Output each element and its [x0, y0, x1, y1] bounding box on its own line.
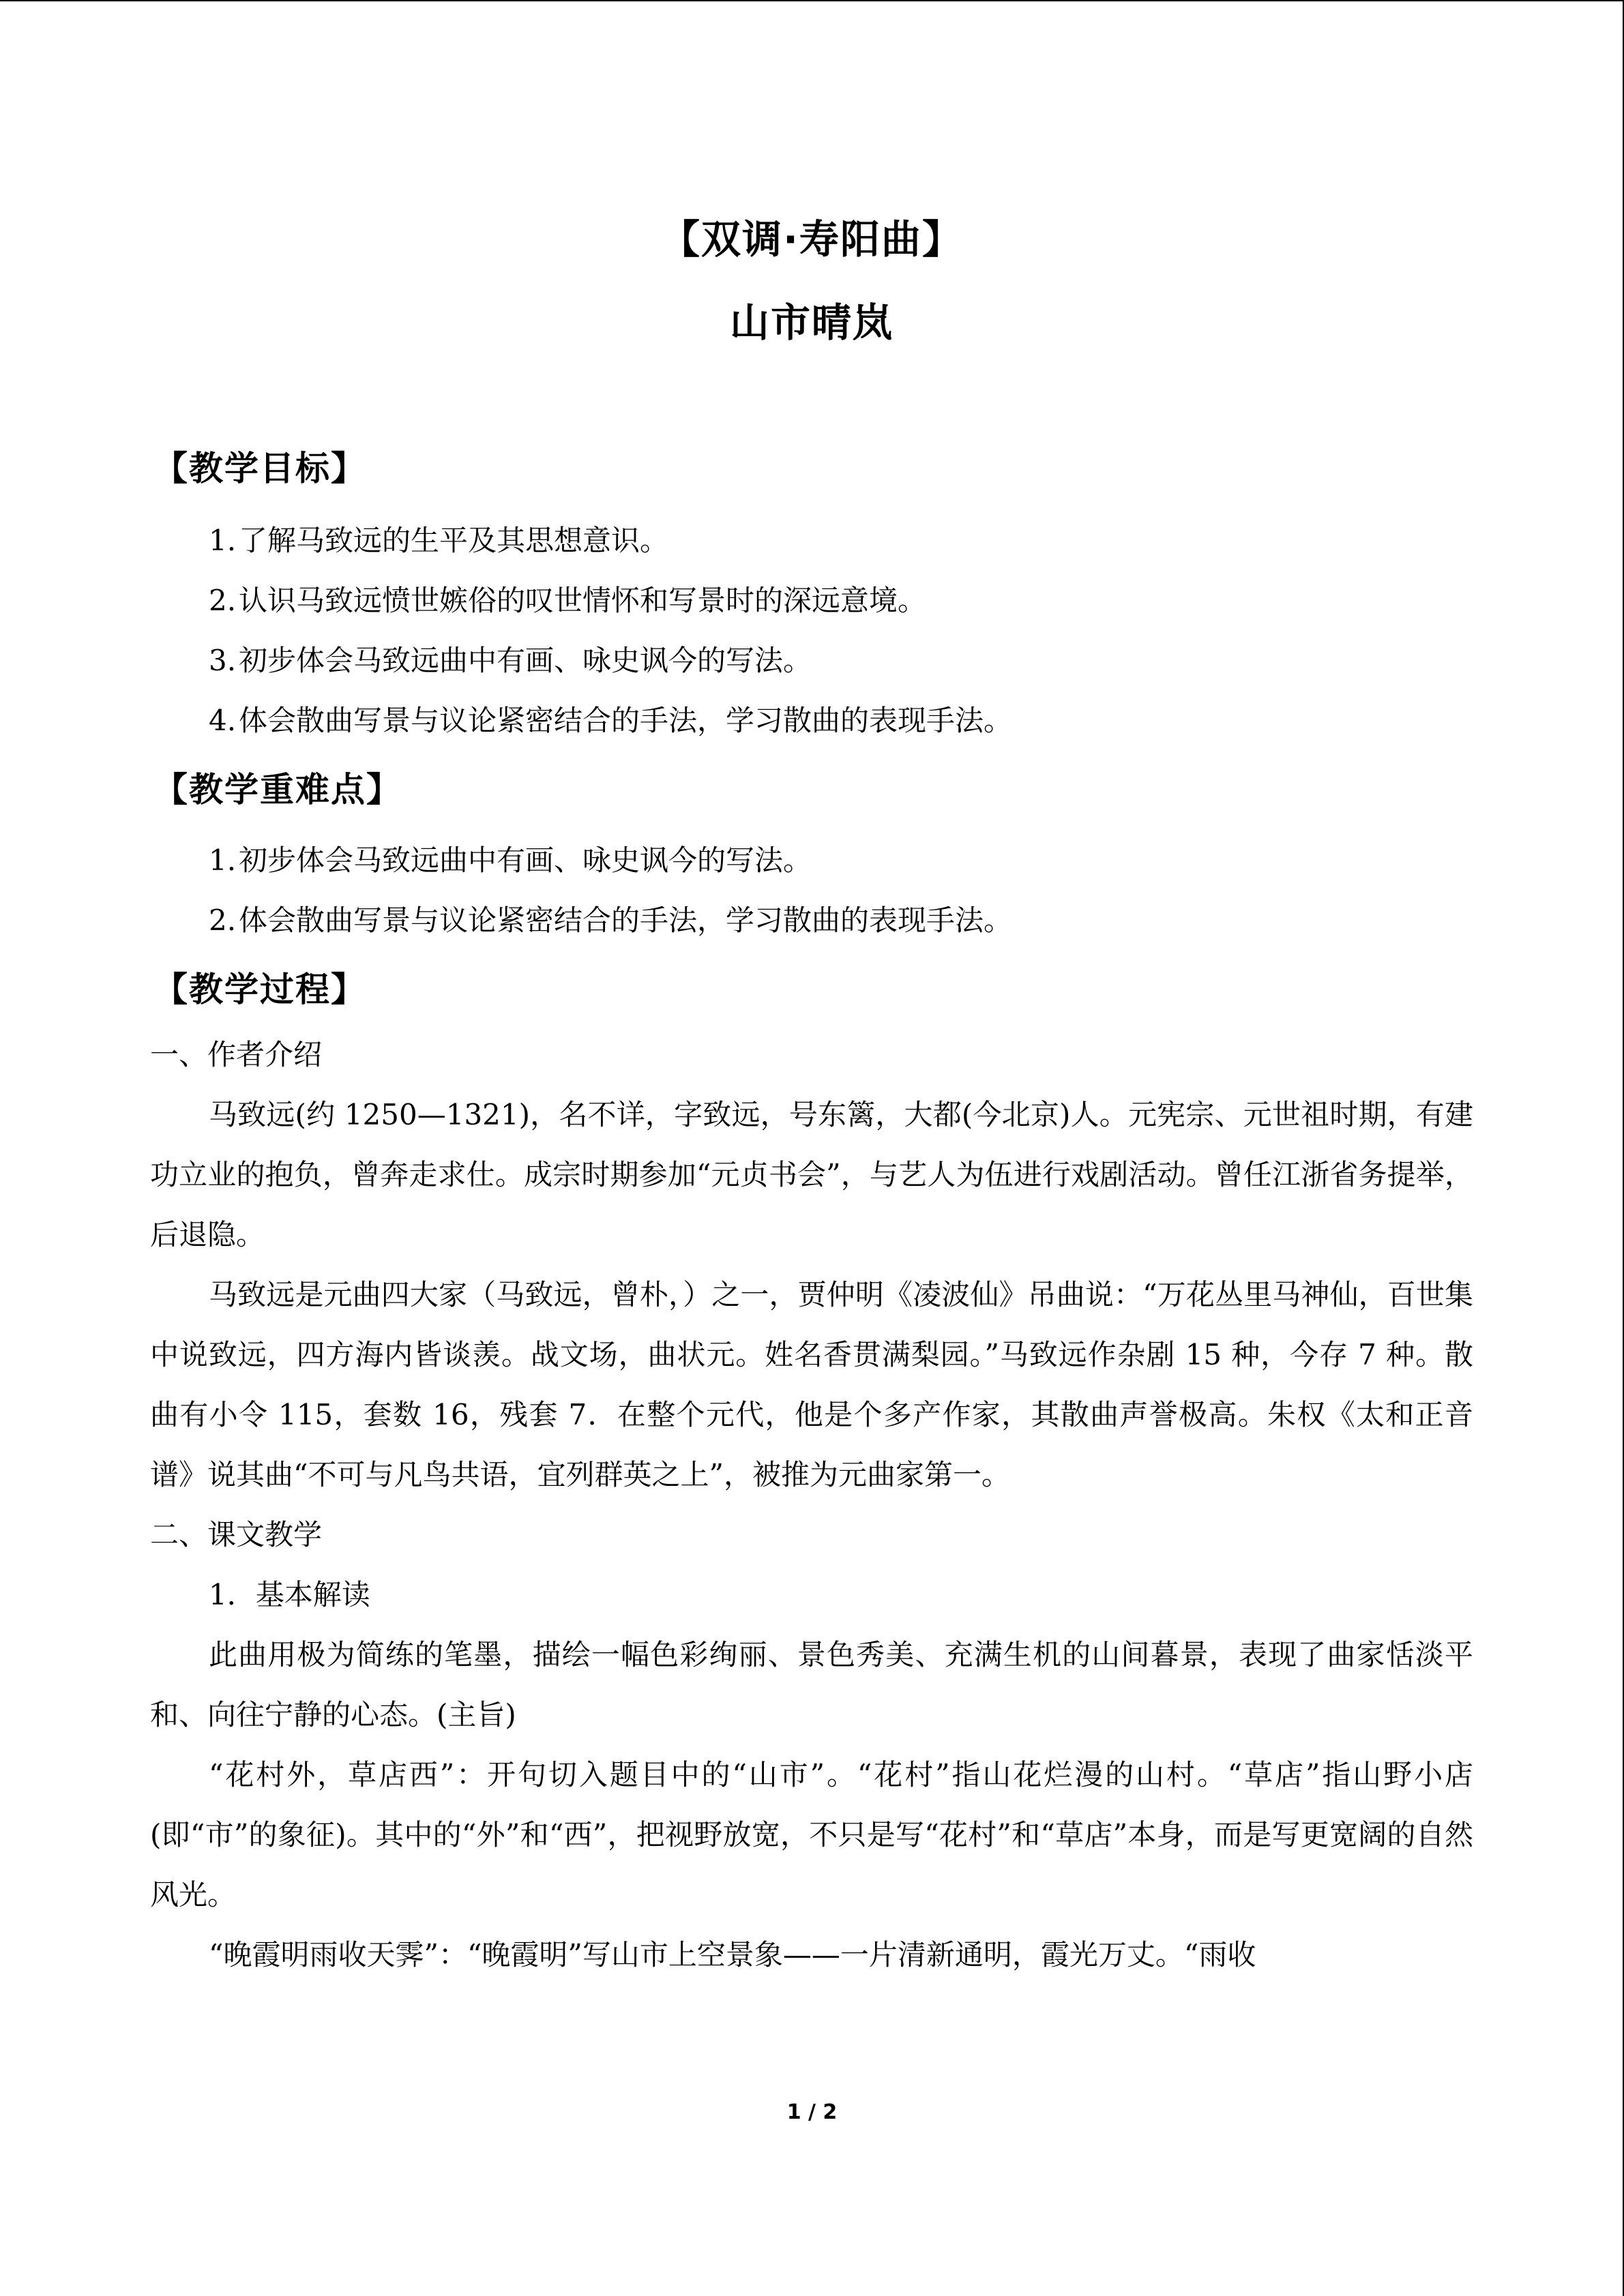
section-heading-objectives: 【教学目标】 — [153, 449, 366, 488]
list-item: 4.体会散曲写景与议论紧密结合的手法，学习散曲的表现手法。 — [209, 704, 1013, 737]
list-item: 1.初步体会马致远曲中有画、咏史讽今的写法。 — [209, 844, 812, 877]
document-subtitle: 山市晴岚 — [729, 299, 894, 346]
paragraph: 此曲用极为简练的笔墨，描绘一幅色彩绚丽、景色秀美、充满生机的山间暮景，表现了曲家恬淡平和、向往宁静的心态。(主旨) — [150, 1638, 1473, 1731]
objectives-list — [150, 511, 1473, 751]
paragraph: “花村外，草店西”：开句切入题目中的“山市”。“花村”指山花烂漫的山村。“草店”指山野小店(即“市”的象征)。其中的“外”和“西”，把视野放宽，不只是写“花村”和“草店”本身，而是写更宽阔的自然风光。 — [150, 1758, 1473, 1911]
part-heading-author: 一、作者介绍 — [150, 1038, 323, 1071]
list-item: 1.了解马致远的生平及其思想意识。 — [209, 524, 669, 557]
sub-heading-basic-reading: 1．基本解读 — [209, 1578, 370, 1611]
part-heading-text-teaching: 二、课文教学 — [150, 1518, 323, 1551]
list-item: 2.认识马致远愤世嫉俗的叹世情怀和写景时的深远意境。 — [209, 584, 927, 617]
list-item: 2.体会散曲写景与议论紧密结合的手法，学习散曲的表现手法。 — [209, 904, 1013, 937]
document-title: 【双调·寿阳曲】 — [660, 216, 964, 263]
page-number: 1 / 2 — [786, 2100, 838, 2124]
list-item: 3.初步体会马致远曲中有画、咏史讽今的写法。 — [209, 644, 812, 677]
document-body — [150, 198, 1473, 1985]
paragraph: 马致远是元曲四大家（马致远，曾朴，）之一，贾仲明《凌波仙》吊曲说：“万花丛里马神仙，百世集中说致远，四方海内皆谈羡。战文场，曲状元。姓名香贯满梨园。”马致远作杂剧 15 种，今存 7 种。散曲有小令 115，套数 16，残套 7．在整个元代，他是个多产作家，其散曲声誉极高。朱权《太和正音谱》说其曲“不可与凡鸟共语，宜列群英之上”，被推为元曲家第一。 — [150, 1278, 1473, 1491]
key-points-list — [150, 831, 1473, 951]
section-heading-key-points: 【教学重难点】 — [153, 770, 402, 809]
paragraph: “晚霞明雨收天霁”：“晚霞明”写山市上空景象——一片清新通明，霞光万丈。“雨收 — [209, 1938, 1256, 1971]
paragraph: 马致远(约 1250—1321)，名不详，字致远，号东篱，大都(今北京)人。元宪宗、元世祖时期，有建功立业的抱负，曾奔走求仕。成宗时期参加“元贞书会”，与艺人为伍进行戏剧活动。曾任江浙省务提举，后退隐。 — [150, 1098, 1473, 1251]
section-heading-process: 【教学过程】 — [153, 970, 366, 1009]
